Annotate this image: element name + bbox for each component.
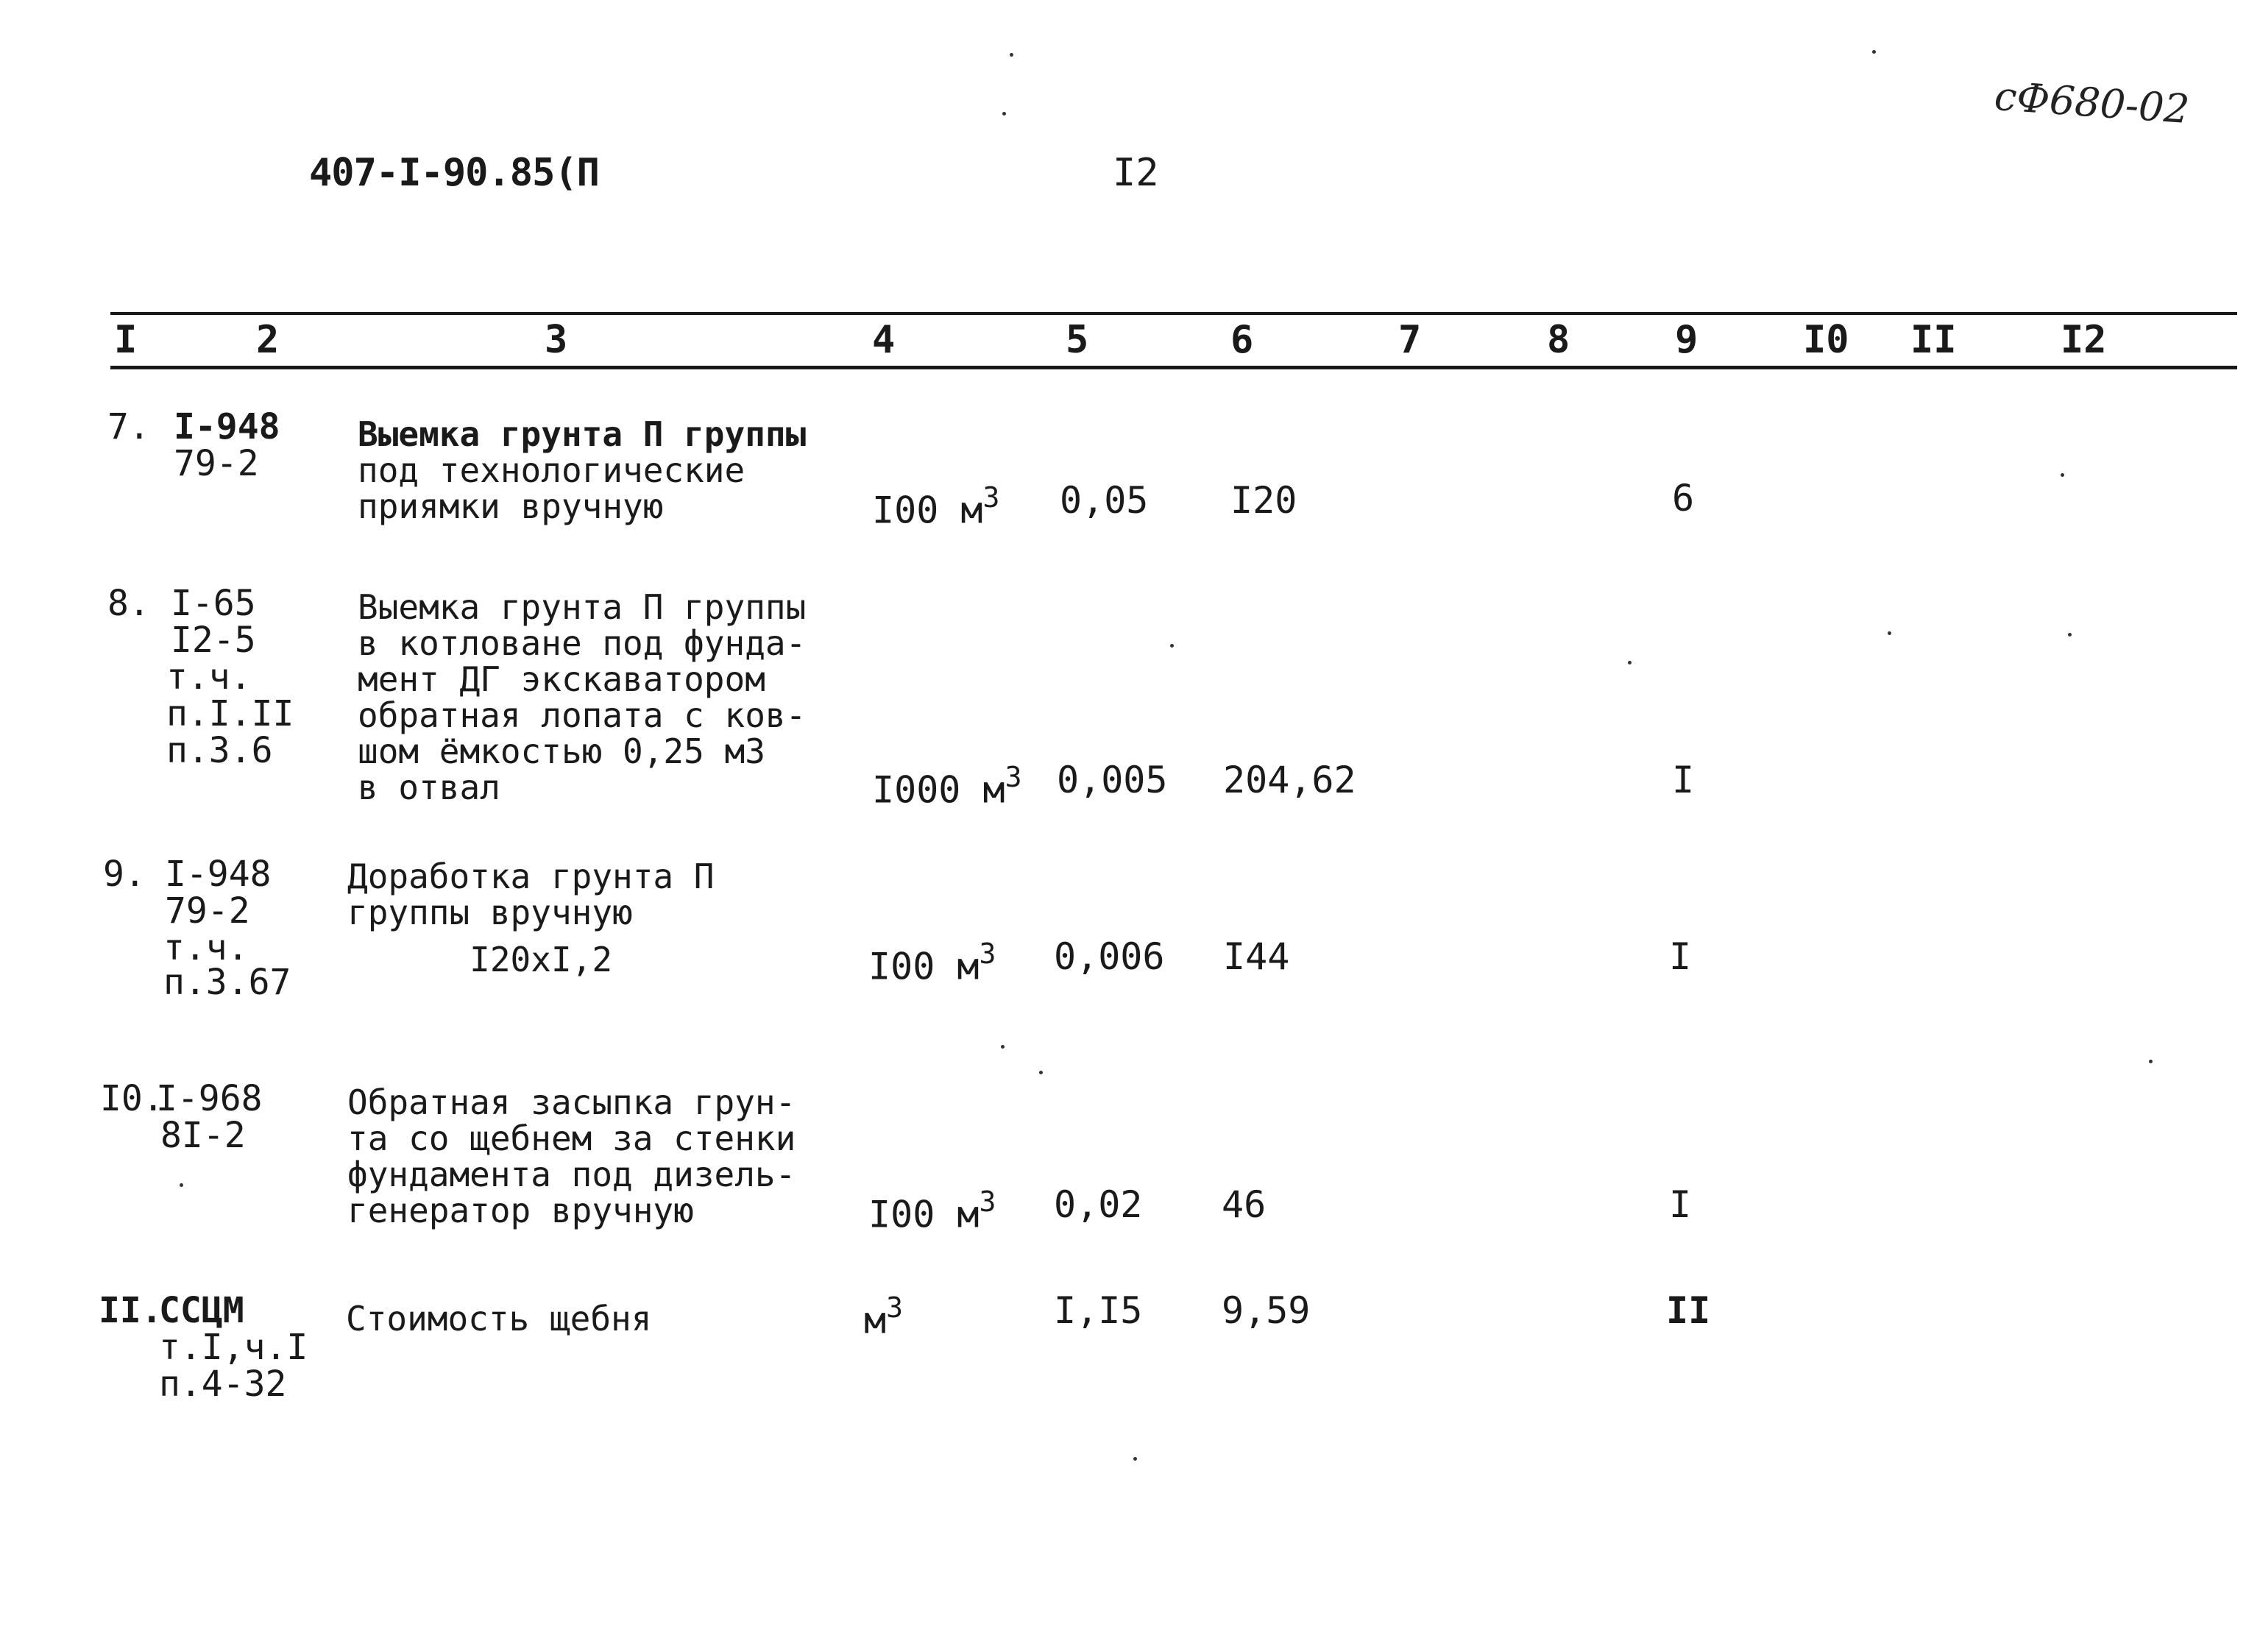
column-header-2: 2 (256, 318, 280, 362)
row-unit-exponent: 3 (886, 1291, 903, 1324)
row-description-line: в котловане под фунда- (358, 623, 807, 663)
row-number: 9. (103, 854, 146, 895)
row-unit-text: I00 м (868, 1193, 980, 1236)
column-header-5: 5 (1066, 318, 1089, 362)
column-header-10: I0 (1803, 318, 1849, 362)
row-description-line: Выемка грунта П группы (358, 587, 807, 627)
table-header-bottom-rule (110, 366, 2237, 369)
row-description-line: под технологические (358, 450, 745, 490)
row-ref-line: п.4-32 (159, 1364, 287, 1405)
row-description-line: обратная лопата с ков- (358, 695, 807, 735)
row-ref-line: п.3.6 (166, 730, 273, 771)
row-quantity: 0,02 (1054, 1183, 1143, 1226)
row-number: II. (99, 1290, 163, 1331)
row-description-line: генератор вручную (347, 1191, 694, 1230)
row-quantity: 0,005 (1057, 759, 1168, 801)
row-quantity: 0,006 (1054, 935, 1165, 978)
row-unit-exponent: 3 (1005, 761, 1022, 793)
row-description-line: Обратная засыпка грун- (347, 1082, 796, 1122)
row-description-line: Доработка грунта П (347, 857, 715, 896)
row-ref-line: I-968 (156, 1078, 263, 1119)
row-col9-value: I (1669, 935, 1692, 978)
handwritten-archive-note: сФ680-02 (1993, 72, 2191, 133)
document-code: 407-I-90.85(П (309, 151, 599, 195)
row-ref-line: т.ч. (163, 927, 249, 968)
row-ref-line: 79-2 (174, 443, 259, 484)
row-number: 8. (107, 583, 150, 624)
row-description-line: фундамента под дизель- (347, 1155, 796, 1194)
row-unit (872, 761, 1022, 812)
row-description-line: приямки вручную (358, 486, 664, 526)
column-header-4: 4 (872, 318, 896, 362)
row-description-line: в отвал (358, 767, 500, 807)
row-ref-line: ССЦМ (159, 1290, 244, 1331)
row-unit (872, 481, 1000, 532)
row-price: 46 (1222, 1183, 1267, 1226)
row-ref-line: I-948 (165, 854, 272, 895)
row-unit (868, 937, 996, 988)
row-unit (868, 1185, 996, 1236)
row-ref-line: I-65 (171, 583, 256, 624)
row-ref-line: п.3.67 (163, 962, 291, 1003)
row-price: 9,59 (1222, 1289, 1311, 1332)
row-col9-value: II (1666, 1289, 1711, 1332)
row-ref-line: 79-2 (165, 890, 250, 932)
table-header-top-rule (110, 312, 2237, 315)
row-ref-line: т.ч. (166, 656, 252, 698)
row-description-line: Выемка грунта П группы (358, 414, 807, 454)
column-header-11: II (1910, 318, 1957, 362)
row-quantity: 0,05 (1060, 479, 1149, 522)
row-quantity: I,I5 (1054, 1289, 1143, 1332)
row-unit-text: I00 м (872, 489, 983, 532)
row-ref-line: 8I-2 (160, 1115, 246, 1156)
column-header-3: 3 (545, 318, 568, 362)
row-col9-value: I (1672, 759, 1695, 801)
row-unit-exponent: 3 (979, 937, 996, 970)
row-description-line: мент ДГ экскаватором (358, 659, 765, 699)
row-description-line: та со щебнем за стенки (347, 1119, 796, 1158)
row-price: I20 (1230, 479, 1297, 522)
row-description-line: Стоимость щебня (346, 1299, 652, 1339)
column-header-6: 6 (1230, 318, 1254, 362)
row-description-line: I20xI,2 (347, 940, 613, 979)
row-price: I44 (1223, 935, 1290, 978)
row-ref-line: п.I.II (166, 693, 294, 734)
row-unit-text: I000 м (872, 768, 1005, 812)
row-number: 7. (107, 406, 150, 447)
column-header-1: I (114, 318, 138, 362)
row-description-line: группы вручную (347, 893, 633, 932)
column-header-8: 8 (1547, 318, 1570, 362)
column-header-9: 9 (1675, 318, 1698, 362)
row-unit-text: м (864, 1299, 887, 1342)
row-unit (864, 1291, 903, 1342)
page-number: I2 (1113, 151, 1159, 195)
column-header-7: 7 (1398, 318, 1422, 362)
row-description-line: шом ёмкостью 0,25 м3 (358, 731, 765, 771)
row-ref-line: т.I,ч.I (159, 1327, 308, 1368)
row-unit-text: I00 м (868, 945, 980, 988)
row-number: I0. (100, 1078, 164, 1119)
row-col9-value: I (1669, 1183, 1692, 1226)
row-unit-exponent: 3 (979, 1185, 996, 1218)
row-unit-exponent: 3 (982, 481, 1000, 514)
row-col9-value: 6 (1672, 477, 1695, 520)
column-header-12: I2 (2061, 318, 2107, 362)
row-ref-line: I2-5 (171, 620, 256, 661)
row-price: 204,62 (1223, 759, 1356, 801)
row-ref-line: I-948 (174, 406, 280, 447)
